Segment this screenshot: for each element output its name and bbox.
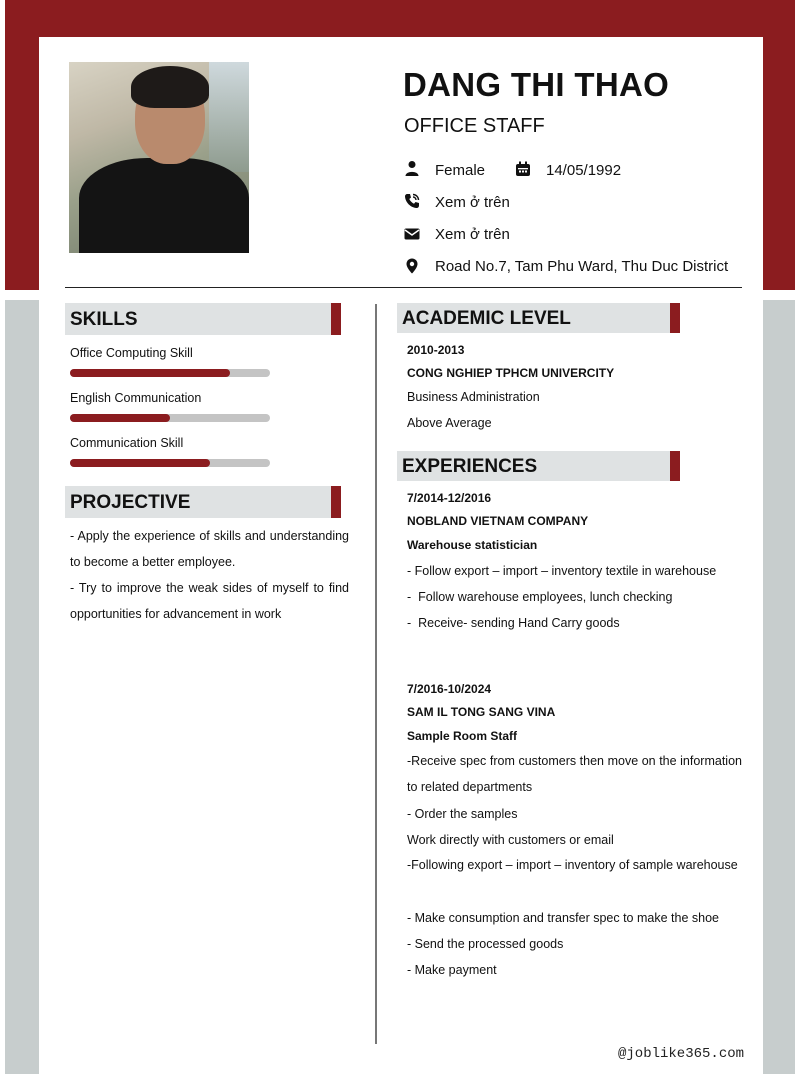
skill-label: English Communication <box>70 391 202 405</box>
objective-section-header <box>65 486 341 518</box>
header-divider <box>65 287 742 288</box>
job-duty: -Receive spec from customers then move on the information to related departments <box>407 754 742 794</box>
job-duty: - Follow warehouse employees, lunch checking <box>407 590 673 604</box>
column-divider <box>375 304 377 1044</box>
job-duty: - Make payment <box>407 963 497 977</box>
job-duty: - Receive- sending Hand Carry goods <box>407 616 620 630</box>
email-text: Xem ở trên <box>435 226 510 243</box>
skill-bar <box>70 369 270 377</box>
job-duty: - Make consumption and transfer spec to make the shoe <box>407 911 719 925</box>
academic-school: CONG NGHIEP TPHCM UNIVERCITY <box>407 366 615 380</box>
skill-label: Office Computing Skill <box>70 346 193 360</box>
objective-line: - Apply the experience of skills and understanding to become a better employee. <box>70 529 349 569</box>
skills-title: SKILLS <box>70 309 138 330</box>
skill-bar <box>70 414 270 422</box>
job-duty: - Follow export – import – inventory textile in warehouse <box>407 564 717 578</box>
skill-label: Communication Skill <box>70 436 184 450</box>
birthdate-text: 14/05/1992 <box>546 162 622 179</box>
skills-section-header <box>65 303 341 335</box>
job-duty: - Send the processed goods <box>407 937 564 951</box>
candidate-name: DANG THI THAO <box>403 66 670 103</box>
job-company: NOBLAND VIETNAM COMPANY <box>407 514 589 528</box>
academic-title: ACADEMIC LEVEL <box>402 308 571 329</box>
email-icon <box>404 226 420 242</box>
academic-period: 2010-2013 <box>407 343 465 357</box>
address-text: Road No.7, Tam Phu Ward, Thu Duc District <box>435 258 729 275</box>
objective-line: - Try to improve the weak sides of myself to find opportunities for advancement in work <box>70 581 349 621</box>
job-duty: -Following export – import – inventory of sample warehouse <box>407 858 738 872</box>
academic-major: Business Administration <box>407 390 540 404</box>
job-company: SAM IL TONG SANG VINA <box>407 705 556 719</box>
job-period: 7/2014-12/2016 <box>407 491 492 505</box>
profile-photo <box>69 62 249 253</box>
academic-section-header <box>397 303 680 333</box>
candidate-position: OFFICE STAFF <box>404 115 545 137</box>
job-period: 7/2016-10/2024 <box>407 682 492 696</box>
objective-title: PROJECTIVE <box>70 492 191 513</box>
job-role: Warehouse statistician <box>407 538 538 552</box>
skill-bar <box>70 459 270 467</box>
experience-title: EXPERIENCES <box>402 456 538 477</box>
calendar-icon <box>515 161 531 177</box>
experience-section-header <box>397 451 680 481</box>
map-pin-icon <box>404 258 420 274</box>
phone-icon <box>404 193 420 209</box>
phone-text: Xem ở trên <box>435 194 510 211</box>
job-role: Sample Room Staff <box>407 729 518 743</box>
academic-grade: Above Average <box>407 416 492 430</box>
job-duty: Work directly with customers or email <box>407 833 614 847</box>
job-duty: - Order the samples <box>407 807 518 821</box>
gender-text: Female <box>435 162 486 179</box>
person-icon <box>404 160 420 176</box>
watermark-text: @joblike365.com <box>618 1046 745 1062</box>
